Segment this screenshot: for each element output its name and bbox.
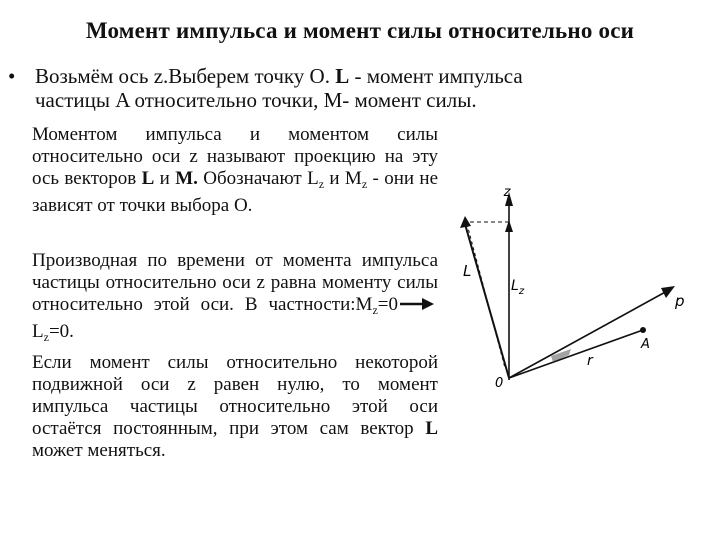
derivative-text-1: Производная по времени от момента импульса частицы относительно оси z равна моменту силы относительно этой оси. В частности:M bbox=[32, 250, 438, 315]
point-A bbox=[640, 327, 646, 333]
label-origin: 0 bbox=[495, 376, 504, 391]
definition-text-2: Обозначают L bbox=[197, 168, 319, 189]
conservation-text-1: Если момент силы относительно некоторой подвижной оси z равен нулю, то момент импульса частицы относительно этой оси остаётся постоянным, при этом сам вектор bbox=[32, 352, 438, 439]
label-L: L bbox=[463, 262, 472, 280]
derivative-text-3: L bbox=[32, 321, 44, 342]
implies-arrow-icon bbox=[398, 296, 438, 312]
slide-title: Момент импульса и момент силы относительно оси bbox=[85, 18, 635, 43]
vector-M: M. bbox=[175, 168, 198, 189]
definition-text-3: и M bbox=[324, 168, 362, 189]
conservation-text-2: может меняться. bbox=[32, 440, 166, 461]
conservation-paragraph bbox=[32, 352, 438, 462]
vector-r-line bbox=[509, 330, 643, 378]
subscript-z: z bbox=[361, 177, 368, 191]
definition-paragraph bbox=[32, 124, 438, 217]
vector-L-arrowhead bbox=[460, 216, 471, 228]
subscript-z: z bbox=[43, 330, 49, 344]
vector-diagram bbox=[455, 180, 705, 400]
bullet-dot: • bbox=[8, 64, 16, 88]
intro-text bbox=[35, 64, 695, 112]
label-z: z bbox=[503, 185, 511, 200]
definition-text-1: Моментом импульса и моментом силы относительно оси z называют проекцию на эту ось векторов bbox=[32, 124, 438, 189]
derivative-text-2: =0 bbox=[377, 294, 398, 315]
label-r: r bbox=[587, 353, 593, 369]
label-Lz: $L_z$ bbox=[511, 278, 525, 297]
subscript-z: z bbox=[372, 303, 378, 317]
vector-L-line bbox=[465, 224, 509, 378]
derivative-paragraph bbox=[32, 250, 438, 348]
subscript-z: z bbox=[318, 177, 325, 191]
intro-text-1: Возьмём ось z.Выберем точку O. bbox=[35, 64, 336, 88]
intro-text-2: - момент импульса bbox=[349, 64, 523, 88]
vector-p-arrowhead bbox=[661, 286, 675, 298]
vector-L-bold: L bbox=[335, 64, 350, 88]
derivative-text-4: =0. bbox=[48, 321, 74, 342]
label-A: A bbox=[641, 337, 650, 352]
intro-text-3: частицы A относительно точки, M- момент силы. bbox=[35, 88, 477, 112]
vector-L: L bbox=[425, 418, 438, 439]
vector-L: L bbox=[141, 168, 155, 189]
definition-text-4: - они не зависят от точки выбора O. bbox=[32, 168, 439, 216]
definition-and: и bbox=[154, 168, 176, 189]
label-p: p bbox=[675, 292, 685, 310]
